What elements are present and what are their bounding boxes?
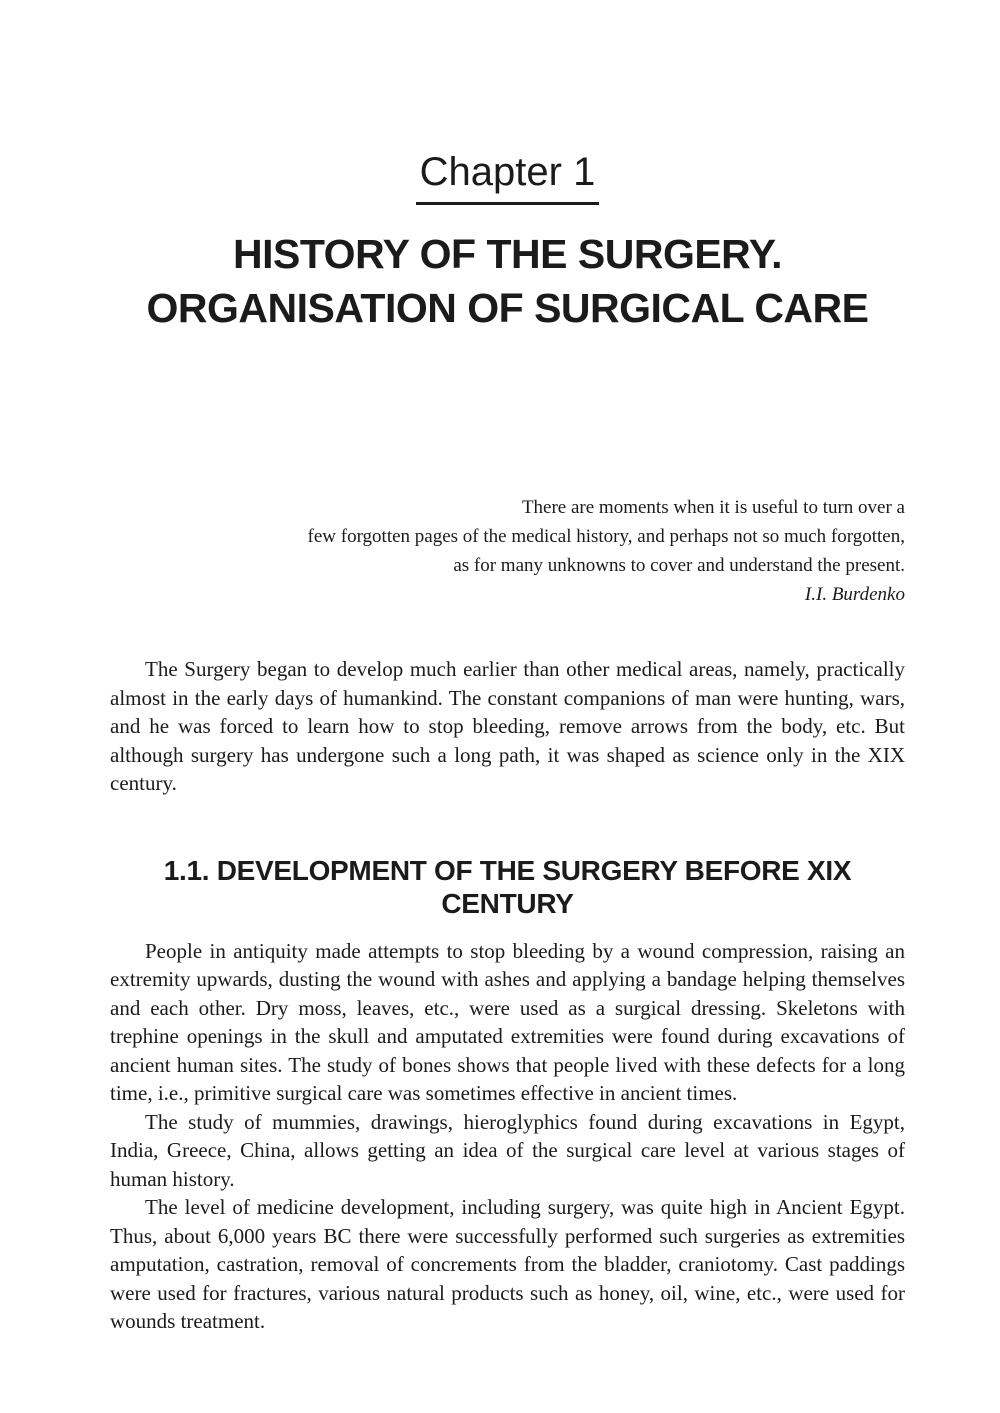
- paragraph-section-3: The level of medicine development, including surgery, was quite high in Ancient Egypt. Thus, about 6,000 years BC there were successfully performed such surgeries as extremities amputation, castration, removal of concrements from the bladder, craniotomy. Cast paddings were used for fractures, various natural products such as honey, oil, wine, etc., were used for wounds treatment.: [110, 1195, 905, 1334]
- paragraph-section-2: The study of mummies, drawings, hieroglyphics found during excavations in Egypt, India, Greece, China, allows getting an idea of the surgical care level at various stages of human history.: [110, 1109, 905, 1191]
- epigraph-author: I.I. Burdenko: [804, 584, 905, 606]
- epigraph-line: There are moments when it is useful to turn over a: [521, 497, 905, 519]
- chapter-title-line2: ORGANISATION OF SURGICAL CARE: [146, 285, 869, 332]
- epigraph-line: few forgotten pages of the medical history, and perhaps not so much forgotten,: [307, 526, 905, 548]
- chapter-label-wrap: [110, 150, 905, 205]
- epigraph-line: as for many unknowns to cover and understand the present.: [453, 555, 905, 577]
- chapter-title: [110, 227, 905, 335]
- paragraph-section-1: People in antiquity made attempts to stop bleeding by a wound compression, raising an extremity upwards, dusting the wound with ashes and applying a bandage helping themselves and each other. Dry moss, leaves, etc., were used as a surgical dressing. Skeletons with trephine openings in the skull and amputated extremities were found during excavations of ancient human sites. The study of bones shows that people lived with these defects for a long time, i.e., primitive surgical care was sometimes effective in ancient times.: [110, 938, 905, 1106]
- section-heading: 1.1. DEVELOPMENT OF THE SURGERY BEFORE XIX CENTURY: [163, 854, 852, 920]
- epigraph: [110, 493, 905, 609]
- chapter-title-line1: HISTORY OF THE SURGERY.: [233, 231, 782, 277]
- paragraph-intro: The Surgery began to develop much earlier than other medical areas, namely, practically almost in the early days of humankind. The constant companions of man were hunting, wars, and he was forced to learn how to stop bleeding, remove arrows from the body, etc. But although surgery has undergone such a long path, it was shaped as science only in the XIX century.: [110, 657, 905, 796]
- chapter-label: Chapter 1: [416, 150, 600, 205]
